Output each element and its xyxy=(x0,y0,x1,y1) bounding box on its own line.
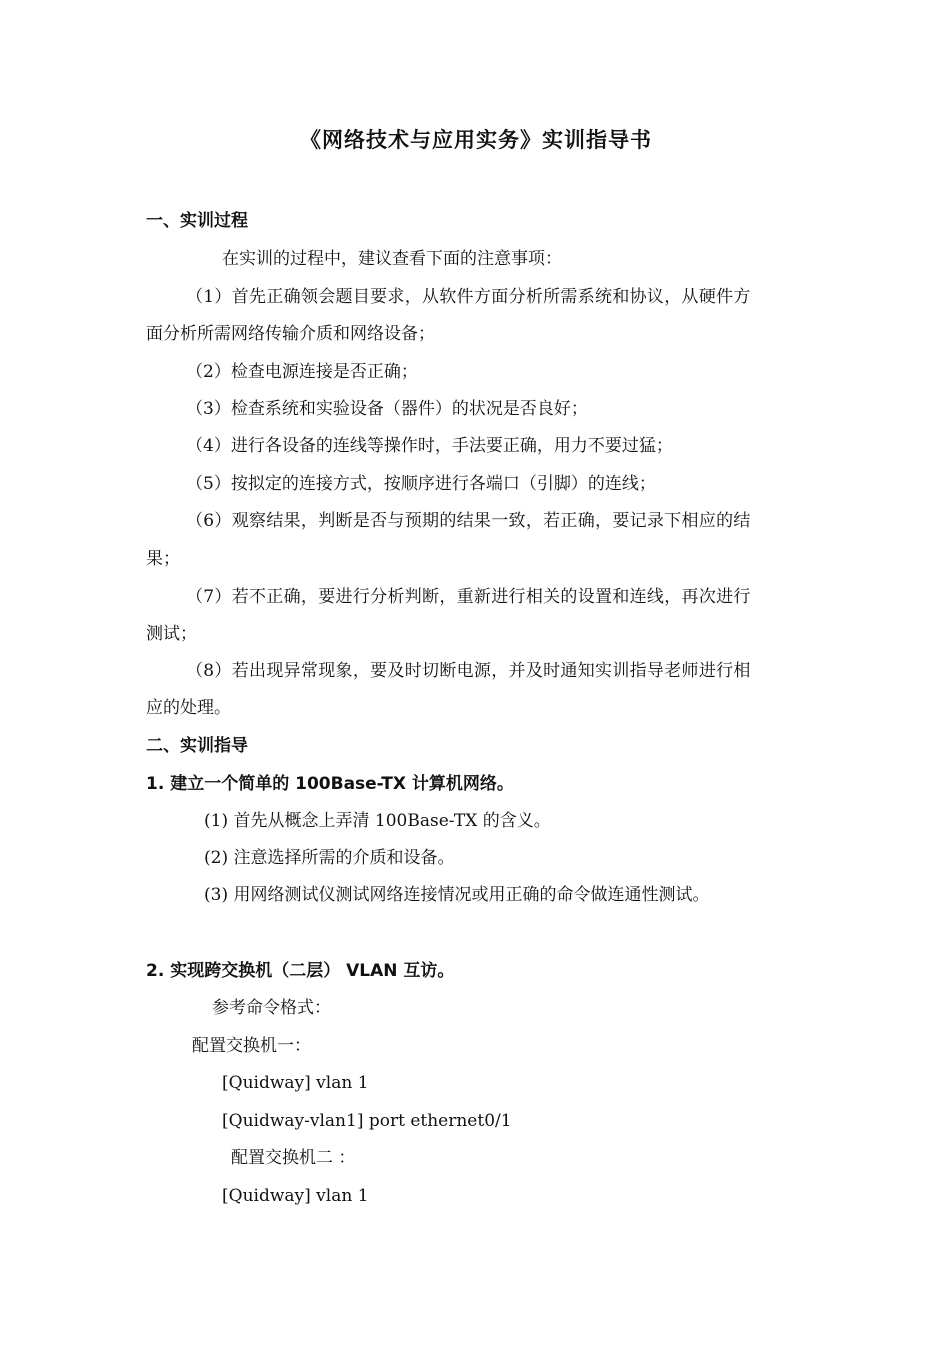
guide-sub2-heading: 2. 实现跨交换机（二层） VLAN 互访。 xyxy=(146,961,455,981)
process-item-6a: （6）观察结果，判断是否与预期的结果一致，若正确，要记录下相应的结 xyxy=(186,511,751,531)
guide-sub1-item-3: (3) 用网络测试仪测试网络连接情况或用正确的命令做连通性测试。 xyxy=(204,885,710,905)
process-intro: 在实训的过程中，建议查看下面的注意事项： xyxy=(222,249,562,269)
process-item-4: （4）进行各设备的连线等操作时，手法要正确，用力不要过猛； xyxy=(186,436,673,456)
process-item-1b: 面分析所需网络传输介质和网络设备； xyxy=(146,324,435,344)
document-title: 《网络技术与应用实务》实训指导书 xyxy=(300,128,652,152)
command-line-2: [Quidway-vlan1] port ethernet0/1 xyxy=(222,1111,512,1131)
process-item-5: （5）按拟定的连接方式，按顺序进行各端口（引脚）的连线； xyxy=(186,474,656,494)
process-item-3: （3）检查系统和实验设备（器件）的状况是否良好； xyxy=(186,399,588,419)
switch-2-label: 配置交换机二 ： xyxy=(231,1148,356,1168)
section-heading-process: 一、实训过程 xyxy=(146,211,248,231)
guide-sub1-heading: 1. 建立一个简单的 100Base-TX 计算机网络。 xyxy=(146,774,514,794)
process-item-1a: （1）首先正确领会题目要求，从软件方面分析所需系统和协议，从硬件方 xyxy=(186,287,751,307)
process-item-8a: （8）若出现异常现象，要及时切断电源，并及时通知实训指导老师进行相 xyxy=(186,661,751,681)
process-item-6b: 果； xyxy=(146,549,180,569)
switch-1-label: 配置交换机一： xyxy=(192,1036,311,1056)
guide-sub1-item-2: (2) 注意选择所需的介质和设备。 xyxy=(204,848,455,868)
section-heading-guide: 二、实训指导 xyxy=(146,736,248,756)
process-item-7b: 测试； xyxy=(146,624,197,644)
reference-format-label: 参考命令格式： xyxy=(212,998,331,1018)
command-line-3: [Quidway] vlan 1 xyxy=(222,1186,369,1206)
process-item-8b: 应的处理。 xyxy=(146,698,231,718)
guide-sub1-item-1: (1) 首先从概念上弄清 100Base-TX 的含义。 xyxy=(204,811,551,831)
command-line-1: [Quidway] vlan 1 xyxy=(222,1073,369,1093)
process-item-7a: （7）若不正确，要进行分析判断，重新进行相关的设置和连线，再次进行 xyxy=(186,587,751,607)
process-item-2: （2）检查电源连接是否正确； xyxy=(186,362,418,382)
